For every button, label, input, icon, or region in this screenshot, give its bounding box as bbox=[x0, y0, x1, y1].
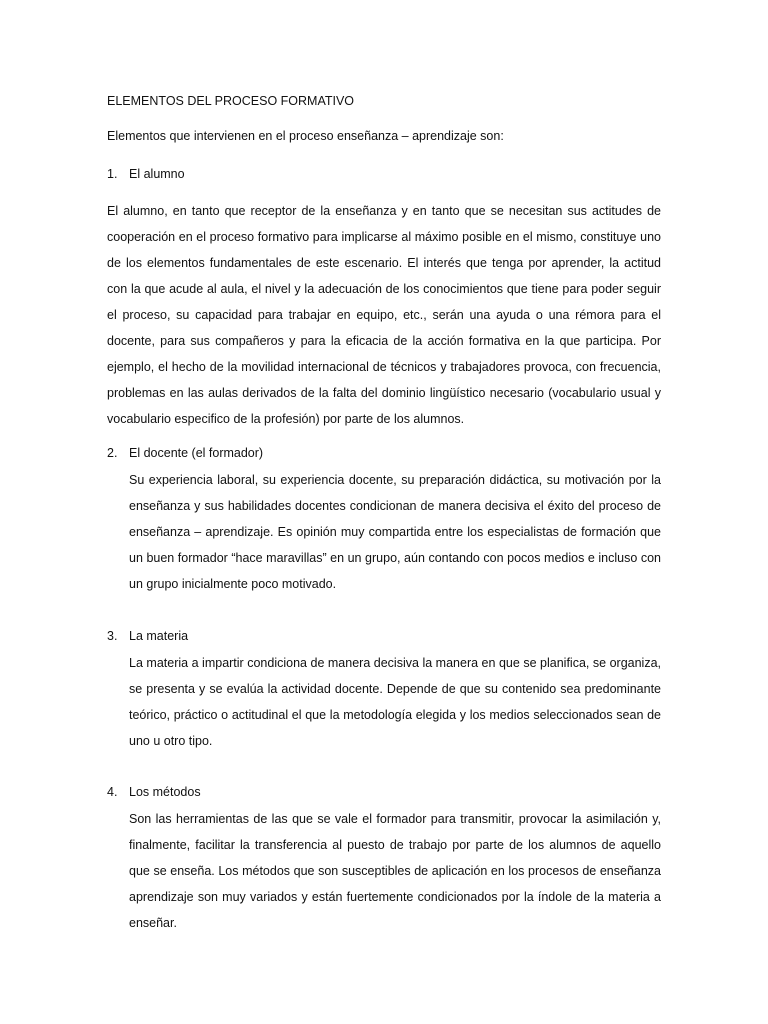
document-title: ELEMENTOS DEL PROCESO FORMATIVO bbox=[107, 94, 355, 108]
section-paragraph-2: Su experiencia laboral, su experiencia docente, su preparación didáctica, su motivación por la enseñanza y sus habilidades docentes condicionan de manera decisiva el éxito del proceso de enseñanza – aprendizaje. Es opinión muy compartida entre los especialistas de formación que un buen formador “hace maravillas” en un grupo, aún contando con pocos medios e incluso con un grupo inicialmente poco motivado. bbox=[129, 473, 661, 591]
section-number: 4. bbox=[107, 785, 118, 799]
section-title: Los métodos bbox=[129, 785, 201, 799]
section-paragraph-1: El alumno, en tanto que receptor de la enseñanza y en tanto que se necesitan sus actitudes de cooperación en el proceso formativo para implicarse al máximo posible en el mismo, constituye uno de los elementos fundamentales de este escenario. El interés que tenga por aprender, la actitud con la que acude al aula, el nivel y la adecuación de los conocimientos que tiene para poder seguir el proceso, su capacidad para trabajar en equipo, etc., serán una ayuda o una rémora para el docente, para sus compañeros y para la eficacia de la acción formativa en la que participa. Por ejemplo, el hecho de la movilidad internacional de técnicos y trabajadores provoca, con frecuencia, problemas en las aulas derivados de la falta del dominio lingüístico necesario (vocabulario usual y vocabulario especifico de la profesión) por parte de los alumnos. bbox=[107, 204, 661, 426]
section-heading-1 bbox=[107, 167, 185, 181]
section-heading-3 bbox=[107, 629, 188, 643]
intro-text: Elementos que intervienen en el proceso enseñanza – aprendizaje son: bbox=[107, 129, 504, 143]
section-heading-4 bbox=[107, 785, 201, 799]
section-number: 1. bbox=[107, 167, 118, 181]
section-paragraph-4: Son las herramientas de las que se vale el formador para transmitir, provocar la asimilación y, finalmente, facilitar la transferencia al puesto de trabajo por parte de los alumnos de aquello que se enseña. Los métodos que son susceptibles de aplicación en los procesos de enseñanza aprendizaje son muy variados y están fuertemente condicionados por la índole de la materia a enseñar. bbox=[129, 812, 661, 930]
section-heading-2 bbox=[107, 446, 263, 460]
section-number: 2. bbox=[107, 446, 118, 460]
section-paragraph-3: La materia a impartir condiciona de manera decisiva la manera en que se planifica, se organiza, se presenta y se evalúa la actividad docente. Depende de que su contenido sea predominante teórico, práctico o actitudinal el que la metodología elegida y los medios seleccionados sean de uno u otro tipo. bbox=[129, 656, 661, 748]
section-title: El alumno bbox=[129, 167, 185, 181]
section-title: La materia bbox=[129, 629, 189, 643]
section-title: El docente (el formador) bbox=[129, 446, 264, 460]
section-number: 3. bbox=[107, 629, 118, 643]
